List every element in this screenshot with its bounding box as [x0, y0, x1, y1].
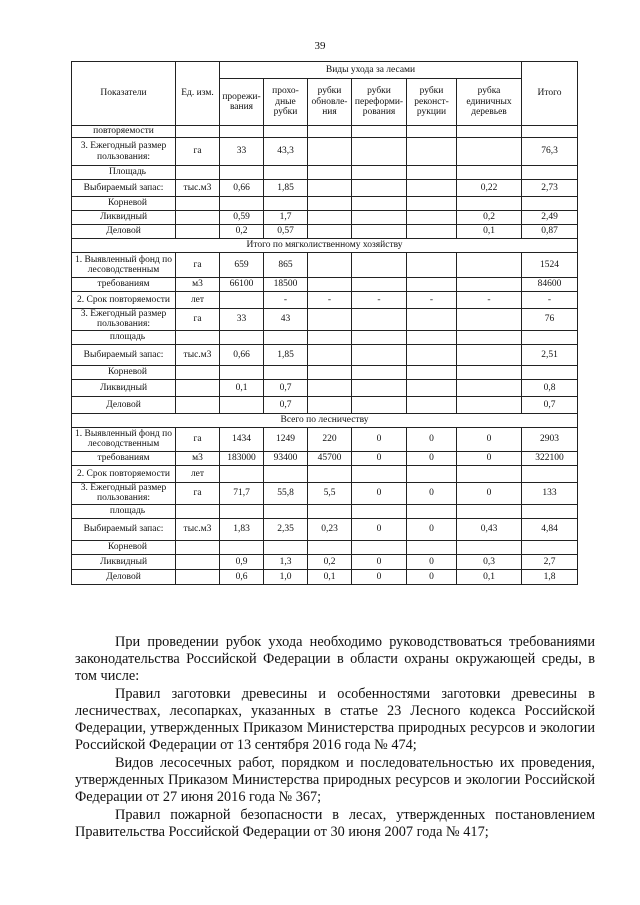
row-label: 2. Срок повторяемости — [72, 465, 176, 482]
value-cell: 0,43 — [457, 518, 522, 540]
value-cell — [457, 126, 522, 138]
row-label: требованиям — [72, 278, 176, 292]
row-label: Ликвидный — [72, 211, 176, 225]
value-cell — [308, 225, 352, 239]
table-cell — [457, 166, 522, 180]
value-cell — [407, 465, 457, 482]
table-cell — [352, 330, 407, 344]
table-cell — [352, 166, 407, 180]
table-cell — [264, 540, 308, 554]
value-cell: 0 — [407, 451, 457, 465]
value-cell — [352, 379, 407, 396]
header-col-passage: прохо-дные рубки — [264, 79, 308, 126]
value-cell: 0,1 — [308, 569, 352, 584]
table-row — [72, 451, 578, 465]
value-cell: 0 — [457, 451, 522, 465]
unit-cell: га — [176, 253, 220, 278]
table-cell — [522, 166, 578, 180]
value-cell — [220, 465, 264, 482]
value-cell: - — [407, 292, 457, 309]
value-cell: 33 — [220, 309, 264, 331]
value-cell — [352, 278, 407, 292]
value-cell: 0,6 — [220, 569, 264, 584]
table-cell — [176, 365, 220, 379]
value-cell: 0,23 — [308, 518, 352, 540]
value-cell: 0,2 — [308, 554, 352, 569]
value-cell: 66100 — [220, 278, 264, 292]
table-cell — [457, 330, 522, 344]
value-cell — [407, 344, 457, 365]
value-cell — [308, 396, 352, 413]
value-cell: 0,66 — [220, 180, 264, 197]
unit-cell: га — [176, 138, 220, 166]
table-cell — [407, 365, 457, 379]
value-cell — [352, 465, 407, 482]
table-row — [72, 292, 578, 309]
value-cell: 0 — [407, 518, 457, 540]
value-cell: 0,9 — [220, 554, 264, 569]
value-cell — [457, 138, 522, 166]
value-cell: - — [264, 292, 308, 309]
table-cell — [176, 330, 220, 344]
value-cell: 1434 — [220, 427, 264, 451]
table-row — [72, 253, 578, 278]
value-cell: - — [352, 292, 407, 309]
total-cell: 1,8 — [522, 569, 578, 584]
total-cell: 0,87 — [522, 225, 578, 239]
header-col-reformation: рубки переформи-рования — [352, 79, 407, 126]
table-cell — [176, 166, 220, 180]
value-cell: 93400 — [264, 451, 308, 465]
value-cell: 0 — [407, 554, 457, 569]
total-cell: 322100 — [522, 451, 578, 465]
row-label: Выбираемый запас: — [72, 518, 176, 540]
unit-cell — [176, 126, 220, 138]
value-cell: 0,1 — [457, 569, 522, 584]
value-cell: 1,83 — [220, 518, 264, 540]
value-cell: 0 — [407, 482, 457, 504]
row-label: Деловой — [72, 396, 176, 413]
unit-cell: га — [176, 482, 220, 504]
table-cell — [522, 365, 578, 379]
value-cell — [264, 126, 308, 138]
value-cell: 1,7 — [264, 211, 308, 225]
value-cell: 0 — [352, 427, 407, 451]
table-row — [72, 126, 578, 138]
table-row — [72, 225, 578, 239]
table-cell — [220, 166, 264, 180]
table-row — [72, 396, 578, 413]
value-cell — [264, 465, 308, 482]
value-cell: 0,22 — [457, 180, 522, 197]
table-row — [72, 427, 578, 451]
table-row — [72, 330, 578, 344]
table-cell — [522, 197, 578, 211]
value-cell — [407, 126, 457, 138]
section-row — [72, 413, 578, 427]
value-cell: 1249 — [264, 427, 308, 451]
table-cell — [457, 365, 522, 379]
header-col-single-trees: рубка единичных деревьев — [457, 79, 522, 126]
row-label: Корневой — [72, 365, 176, 379]
table-cell — [176, 540, 220, 554]
header-total: Итого — [522, 62, 578, 126]
value-cell: 0 — [407, 427, 457, 451]
value-cell — [220, 126, 264, 138]
table-cell — [176, 197, 220, 211]
value-cell — [352, 344, 407, 365]
value-cell — [352, 225, 407, 239]
row-label: 3. Ежегодный размер пользования: — [72, 138, 176, 166]
value-cell: 0,2 — [220, 225, 264, 239]
table-row — [72, 138, 578, 166]
value-cell — [407, 396, 457, 413]
header-indicators: Показатели — [72, 62, 176, 126]
total-cell: 76,3 — [522, 138, 578, 166]
value-cell — [352, 309, 407, 331]
table-cell — [407, 166, 457, 180]
section-title: Итого по мягколиственному хозяйству — [72, 239, 578, 253]
table-row — [72, 365, 578, 379]
value-cell — [407, 253, 457, 278]
value-cell: 0 — [457, 427, 522, 451]
section-row — [72, 239, 578, 253]
value-cell: 0 — [352, 518, 407, 540]
table-cell — [308, 197, 352, 211]
value-cell: 0,7 — [264, 379, 308, 396]
table-row — [72, 211, 578, 225]
row-label: повторяемости — [72, 126, 176, 138]
unit-cell: лет — [176, 465, 220, 482]
row-label: 3. Ежегодный размер пользования: — [72, 482, 176, 504]
value-cell: - — [308, 292, 352, 309]
value-cell — [457, 278, 522, 292]
unit-cell: тыс.м3 — [176, 518, 220, 540]
value-cell — [308, 126, 352, 138]
table-row — [72, 504, 578, 518]
value-cell — [352, 253, 407, 278]
value-cell: 5,5 — [308, 482, 352, 504]
table-cell — [220, 504, 264, 518]
header-col-thinning: прорежи-вания — [220, 79, 264, 126]
value-cell — [352, 126, 407, 138]
total-cell: 2,73 — [522, 180, 578, 197]
unit-cell — [176, 396, 220, 413]
value-cell: 0,7 — [264, 396, 308, 413]
value-cell — [220, 292, 264, 309]
value-cell — [457, 253, 522, 278]
total-cell — [522, 465, 578, 482]
unit-cell: тыс.м3 — [176, 180, 220, 197]
value-cell: 0 — [352, 451, 407, 465]
paragraph: Правил пожарной безопасности в лесах, утвержденных постановлением Правительства Российской Федерации от 30 июня 2007 года № 417; — [75, 807, 595, 840]
table-cell — [352, 365, 407, 379]
row-label: площадь — [72, 504, 176, 518]
table-cell — [407, 197, 457, 211]
table-cell — [407, 504, 457, 518]
row-label: Деловой — [72, 569, 176, 584]
row-label: Корневой — [72, 197, 176, 211]
value-cell: 0,1 — [220, 379, 264, 396]
total-cell: - — [522, 292, 578, 309]
table-row — [72, 540, 578, 554]
value-cell: 1,0 — [264, 569, 308, 584]
value-cell: 0 — [352, 569, 407, 584]
header-unit: Ед. изм. — [176, 62, 220, 126]
table-cell — [220, 197, 264, 211]
value-cell — [308, 278, 352, 292]
total-cell: 133 — [522, 482, 578, 504]
row-label: 3. Ежегодный размер пользования: — [72, 309, 176, 331]
unit-cell: га — [176, 427, 220, 451]
total-cell: 76 — [522, 309, 578, 331]
value-cell — [220, 396, 264, 413]
table-row — [72, 569, 578, 584]
table-row — [72, 278, 578, 292]
value-cell — [407, 211, 457, 225]
value-cell: 659 — [220, 253, 264, 278]
total-cell: 2,49 — [522, 211, 578, 225]
value-cell — [457, 396, 522, 413]
table-cell — [220, 365, 264, 379]
value-cell — [407, 309, 457, 331]
forest-care-table — [71, 61, 578, 585]
table-row — [72, 166, 578, 180]
row-label: Выбираемый запас: — [72, 180, 176, 197]
table-row — [72, 197, 578, 211]
table-cell — [352, 540, 407, 554]
table-cell — [308, 365, 352, 379]
table-cell — [407, 540, 457, 554]
value-cell: 0 — [407, 569, 457, 584]
paragraph: Видов лесосечных работ, порядком и последовательностью их проведения, утвержденных Приказом Министерства природных ресурсов и экологии Российской Федерации от 27 июня 2016 года № 367; — [75, 755, 595, 805]
value-cell — [308, 465, 352, 482]
table-cell — [176, 504, 220, 518]
row-label: Площадь — [72, 166, 176, 180]
unit-cell — [176, 379, 220, 396]
page-number: 39 — [314, 40, 326, 52]
value-cell — [308, 379, 352, 396]
value-cell — [407, 278, 457, 292]
table-row — [72, 180, 578, 197]
value-cell — [352, 180, 407, 197]
row-label: Деловой — [72, 225, 176, 239]
table-cell — [308, 330, 352, 344]
header-col-reconstruction: рубки реконст-рукции — [407, 79, 457, 126]
table-cell — [407, 330, 457, 344]
row-label: требованиям — [72, 451, 176, 465]
table-cell — [308, 540, 352, 554]
total-cell: 2,7 — [522, 554, 578, 569]
value-cell: 0,59 — [220, 211, 264, 225]
unit-cell: м3 — [176, 451, 220, 465]
unit-cell — [176, 225, 220, 239]
total-cell: 0,8 — [522, 379, 578, 396]
unit-cell: га — [176, 309, 220, 331]
row-label: 2. Срок повторяемости — [72, 292, 176, 309]
table-row — [72, 482, 578, 504]
value-cell — [407, 180, 457, 197]
value-cell — [457, 309, 522, 331]
value-cell: 43,3 — [264, 138, 308, 166]
row-label: Выбираемый запас: — [72, 344, 176, 365]
table-cell — [457, 504, 522, 518]
table-cell — [264, 330, 308, 344]
value-cell — [308, 180, 352, 197]
value-cell: 0 — [352, 554, 407, 569]
value-cell: 0 — [352, 482, 407, 504]
value-cell — [407, 138, 457, 166]
table-body — [72, 126, 578, 585]
value-cell: 71,7 — [220, 482, 264, 504]
row-label: Ликвидный — [72, 554, 176, 569]
value-cell — [308, 211, 352, 225]
table-cell — [264, 197, 308, 211]
total-cell: 1524 — [522, 253, 578, 278]
table-cell — [522, 540, 578, 554]
table-cell — [220, 330, 264, 344]
value-cell — [457, 344, 522, 365]
table-cell — [457, 540, 522, 554]
value-cell — [308, 309, 352, 331]
value-cell — [308, 138, 352, 166]
table-cell — [264, 365, 308, 379]
unit-cell: м3 — [176, 278, 220, 292]
value-cell: 220 — [308, 427, 352, 451]
value-cell — [407, 225, 457, 239]
total-cell: 2903 — [522, 427, 578, 451]
table-cell — [308, 166, 352, 180]
paragraph: При проведении рубок ухода необходимо руководствоваться требованиями законодательства Российской Федерации в области охраны окружающей среды, в том числе: — [75, 634, 595, 684]
value-cell — [352, 211, 407, 225]
value-cell: 1,85 — [264, 180, 308, 197]
table-cell — [352, 504, 407, 518]
unit-cell — [176, 554, 220, 569]
value-cell — [457, 379, 522, 396]
value-cell: 0,2 — [457, 211, 522, 225]
value-cell: 865 — [264, 253, 308, 278]
total-cell: 2,51 — [522, 344, 578, 365]
section-title: Всего по лесничеству — [72, 413, 578, 427]
table-row — [72, 518, 578, 540]
table-cell — [522, 504, 578, 518]
value-cell: 1,85 — [264, 344, 308, 365]
value-cell: 55,8 — [264, 482, 308, 504]
table-cell — [352, 197, 407, 211]
value-cell: 0 — [457, 482, 522, 504]
body-text — [75, 634, 595, 842]
total-cell: 84600 — [522, 278, 578, 292]
total-cell: 0,7 — [522, 396, 578, 413]
total-cell — [522, 126, 578, 138]
table-cell — [457, 197, 522, 211]
header-col-renewal: рубки обновле-ния — [308, 79, 352, 126]
table-cell — [264, 166, 308, 180]
value-cell — [457, 465, 522, 482]
value-cell — [352, 396, 407, 413]
value-cell: 33 — [220, 138, 264, 166]
value-cell: 0,3 — [457, 554, 522, 569]
unit-cell: тыс.м3 — [176, 344, 220, 365]
value-cell — [407, 379, 457, 396]
paragraph: Правил заготовки древесины и особенностями заготовки древесины в лесничествах, лесопарках, указанных в статье 23 Лесного кодекса Российской Федерации, утвержденных Приказом Министерства природных ресурсов и экологии Российской Федерации от 13 сентября 2016 года № 474; — [75, 686, 595, 753]
table-cell — [308, 504, 352, 518]
value-cell: 0,57 — [264, 225, 308, 239]
table-row — [72, 344, 578, 365]
table-row — [72, 309, 578, 331]
value-cell: 45700 — [308, 451, 352, 465]
value-cell: 43 — [264, 309, 308, 331]
row-label: 1. Выявленный фонд по лесоводственным — [72, 253, 176, 278]
unit-cell — [176, 569, 220, 584]
unit-cell — [176, 211, 220, 225]
table-cell — [220, 540, 264, 554]
value-cell — [308, 344, 352, 365]
table-cell — [264, 504, 308, 518]
table-row — [72, 554, 578, 569]
value-cell: 2,35 — [264, 518, 308, 540]
value-cell: 0,66 — [220, 344, 264, 365]
row-label: площадь — [72, 330, 176, 344]
row-label: 1. Выявленный фонд по лесоводственным — [72, 427, 176, 451]
value-cell: 183000 — [220, 451, 264, 465]
table-row — [72, 465, 578, 482]
table-row — [72, 379, 578, 396]
row-label: Ликвидный — [72, 379, 176, 396]
table-cell — [522, 330, 578, 344]
value-cell: 1,3 — [264, 554, 308, 569]
unit-cell: лет — [176, 292, 220, 309]
row-label: Корневой — [72, 540, 176, 554]
value-cell — [308, 253, 352, 278]
value-cell: 18500 — [264, 278, 308, 292]
header-group: Виды ухода за лесами — [220, 62, 522, 79]
total-cell: 4,84 — [522, 518, 578, 540]
value-cell: - — [457, 292, 522, 309]
value-cell — [352, 138, 407, 166]
value-cell: 0,1 — [457, 225, 522, 239]
